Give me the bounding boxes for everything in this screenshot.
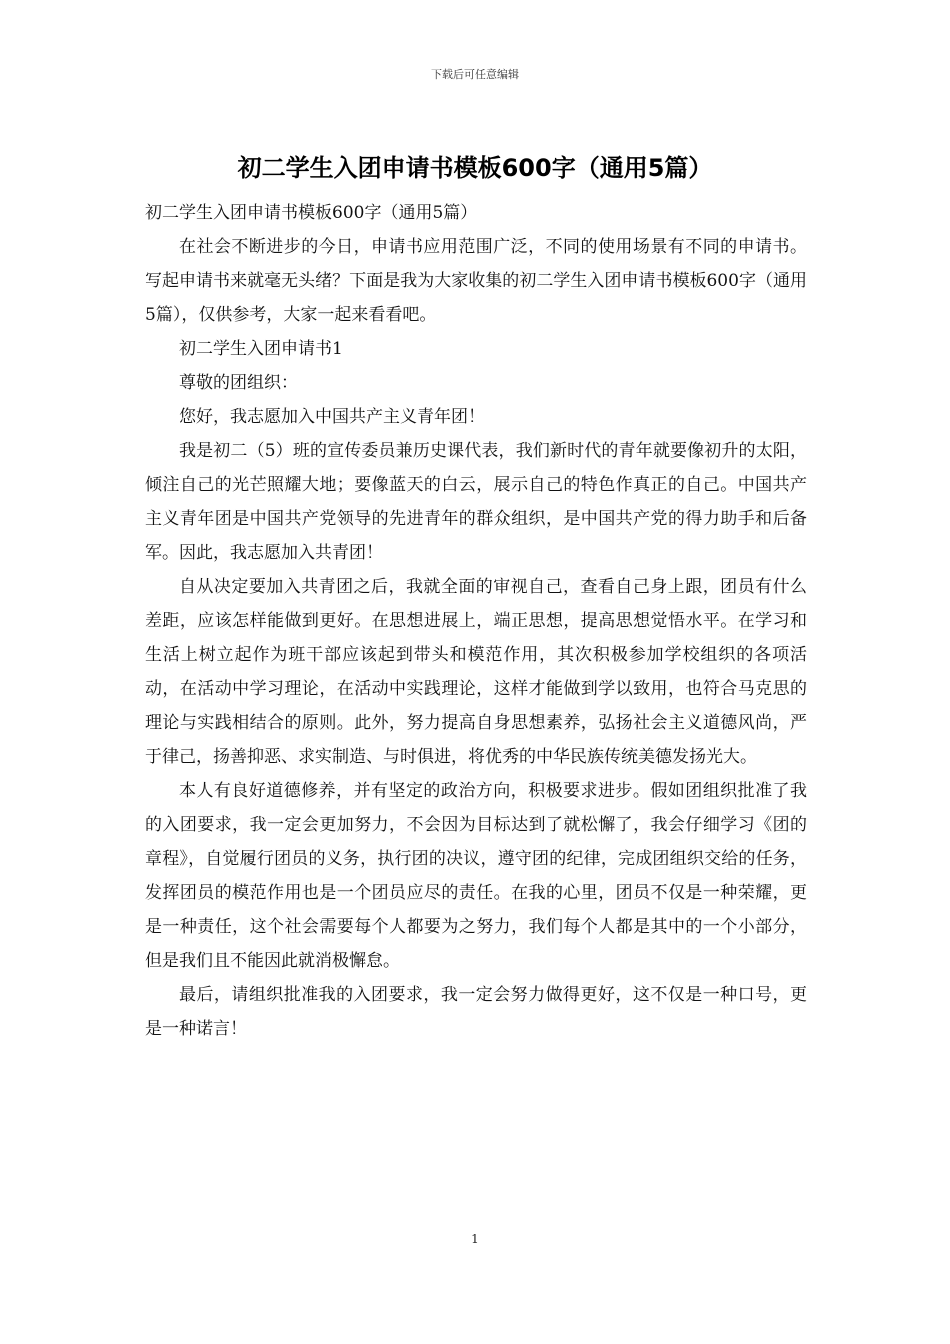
body-paragraph: 本人有良好道德修养，并有坚定的政治方向，积极要求进步。假如团组织批准了我的入团要求，我一定会更加努力，不会因为目标达到了就松懈了，我会仔细学习《团的章程》，自觉履行团员的义务，执行团的决议，遵守团的纪律，完成团组织交给的任务，发挥团员的模范作用也是一个团员应尽的责任。在我的心里，团员不仅是一种荣耀，更是一种责任，这个社会需要每个人都要为之努力，我们每个人都是其中的一个小部分，但是我们且不能因此就消极懈怠。 [145,781,807,971]
intro-paragraph: 在社会不断进步的今日，申请书应用范围广泛，不同的使用场景有不同的申请书。写起申请书来就毫无头绪？下面是我为大家收集的初二学生入团申请书模板600字（通用5篇），仅供参考，大家一起来看看吧。 [145,237,807,325]
salutation: 尊敬的团组织： [179,373,298,393]
page-header: 下载后可任意编辑 [431,68,519,81]
body-paragraph: 我是初二（5）班的宣传委员兼历史课代表，我们新时代的青年就要像初升的太阳，倾注自己的光芒照耀大地；要像蓝天的白云，展示自己的特色作真正的自己。中国共产主义青年团是中国共产党领导的先进青年的群众组织，是中国共产党的得力助手和后备军。因此，我志愿加入共青团！ [145,441,807,563]
page-number: 1 [471,1232,479,1246]
subtitle-paragraph: 初二学生入团申请书模板600字（通用5篇） [145,203,478,223]
greeting: 您好，我志愿加入中国共产主义青年团！ [179,407,485,427]
document-body [145,196,807,1046]
closing-paragraph: 最后，请组织批准我的入团要求，我一定会努力做得更好，这不仅是一种口号，更是一种诺言！ [145,985,807,1039]
document-title: 初二学生入团申请书模板600字（通用5篇） [237,154,713,182]
body-paragraph: 自从决定要加入共青团之后，我就全面的审视自己，查看自己身上跟，团员有什么差距，应该怎样能做到更好。在思想进展上，端正思想，提高思想觉悟水平。在学习和生活上树立起作为班干部应该起到带头和模范作用，其次积极参加学校组织的各项活动，在活动中学习理论，在活动中实践理论，这样才能做到学以致用，也符合马克思的理论与实践相结合的原则。此外，努力提高自身思想素养，弘扬社会主义道德风尚，严于律己，扬善抑恶、求实制造、与时俱进，将优秀的中华民族传统美德发扬光大。 [145,577,807,767]
section-heading: 初二学生入团申请书1 [179,339,343,359]
